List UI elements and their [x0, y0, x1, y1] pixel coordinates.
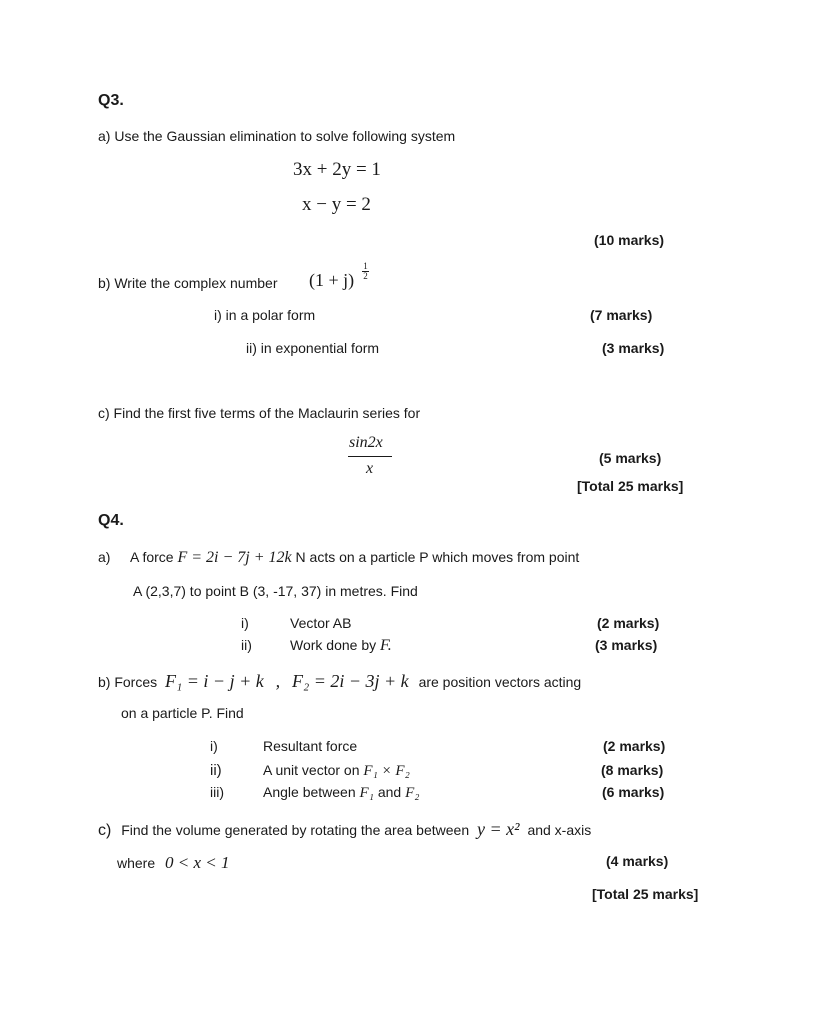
- q4b-ii-text: A unit vector on F₁ × F₂: [263, 762, 410, 779]
- q3-total-marks: [Total 25 marks]: [577, 478, 684, 494]
- q4b-i-num: i): [210, 738, 218, 754]
- q4b-ii-num: ii): [210, 762, 222, 779]
- q4a-ii-marks: (3 marks): [595, 637, 658, 653]
- q4b-iii-marks: (6 marks): [602, 784, 665, 800]
- q3b-i-marks: (7 marks): [590, 307, 653, 323]
- q3b-ii-label: ii) in exponential form: [246, 340, 380, 356]
- q3b-i-label: i) in a polar form: [214, 307, 316, 323]
- q4a-i-num: i): [241, 615, 249, 631]
- q3a-text: a) Use the Gaussian elimination to solve following system: [98, 128, 456, 144]
- q4b-iii-text: Angle between F₁ and F₂: [263, 784, 420, 801]
- q4b-f2-expression: F₂ = 2i − 3j + k: [291, 671, 409, 691]
- q4c-marks: (4 marks): [606, 853, 669, 869]
- q3b-text: b) Write the complex number: [98, 275, 278, 291]
- q3c-numerator: sin2x: [349, 434, 383, 451]
- q4b-i-marks: (2 marks): [603, 738, 666, 754]
- q3a-equation-1: 3x + 2y = 1: [293, 159, 381, 180]
- q4b-f1-expression: F₁ = i − j + k: [165, 671, 264, 691]
- q4a-line-1: A force F = 2i − 7j + 12k N acts on a particle P which moves from point: [130, 549, 580, 566]
- q4-total-marks: [Total 25 marks]: [592, 886, 699, 902]
- q4c-where-line: where 0 < x < 1: [117, 853, 230, 872]
- q3a-equation-2: x − y = 2: [302, 194, 371, 215]
- q4a-force-expression: F = 2i − 7j + 12k: [177, 549, 292, 566]
- q4-heading: Q4.: [98, 512, 124, 529]
- q4a-ii-text: Work done by F.: [290, 637, 392, 654]
- q4b-line-1: b) Forces F₁ = i − j + k , F₂ = 2i − 3j + k are position vectors acting: [98, 671, 582, 691]
- q4a-i-marks: (2 marks): [597, 615, 660, 631]
- q3a-marks: (10 marks): [594, 232, 665, 248]
- q4a-label: a): [98, 549, 111, 565]
- q4c-where-range: 0 < x < 1: [165, 853, 230, 872]
- q3c-denominator: x: [366, 460, 374, 477]
- q3c-fraction-line: [348, 456, 392, 457]
- q4b-line-2: on a particle P. Find: [121, 705, 244, 721]
- q4a-line-2: A (2,3,7) to point B (3, -17, 37) in metres. Find: [133, 583, 418, 599]
- q4a-i-text: Vector AB: [290, 615, 352, 631]
- q4b-i-text: Resultant force: [263, 738, 358, 754]
- q3b-exponent: 1 2: [363, 261, 368, 281]
- q3b-complex-expression: (1 + j): [309, 270, 355, 290]
- q3b-ii-marks: (3 marks): [602, 340, 665, 356]
- q4c-math-expression: y = x²: [477, 819, 520, 839]
- q3c-marks: (5 marks): [599, 450, 662, 466]
- q4c-line-1: c) Find the volume generated by rotating the area between y = x² and x-axis: [98, 819, 592, 839]
- q4b-ii-marks: (8 marks): [601, 762, 664, 778]
- q3c-text: c) Find the first five terms of the Maclaurin series for: [98, 405, 421, 421]
- q4b-iii-num: iii): [210, 784, 224, 800]
- q4a-ii-num: ii): [241, 637, 252, 653]
- q3-heading: Q3.: [98, 92, 124, 109]
